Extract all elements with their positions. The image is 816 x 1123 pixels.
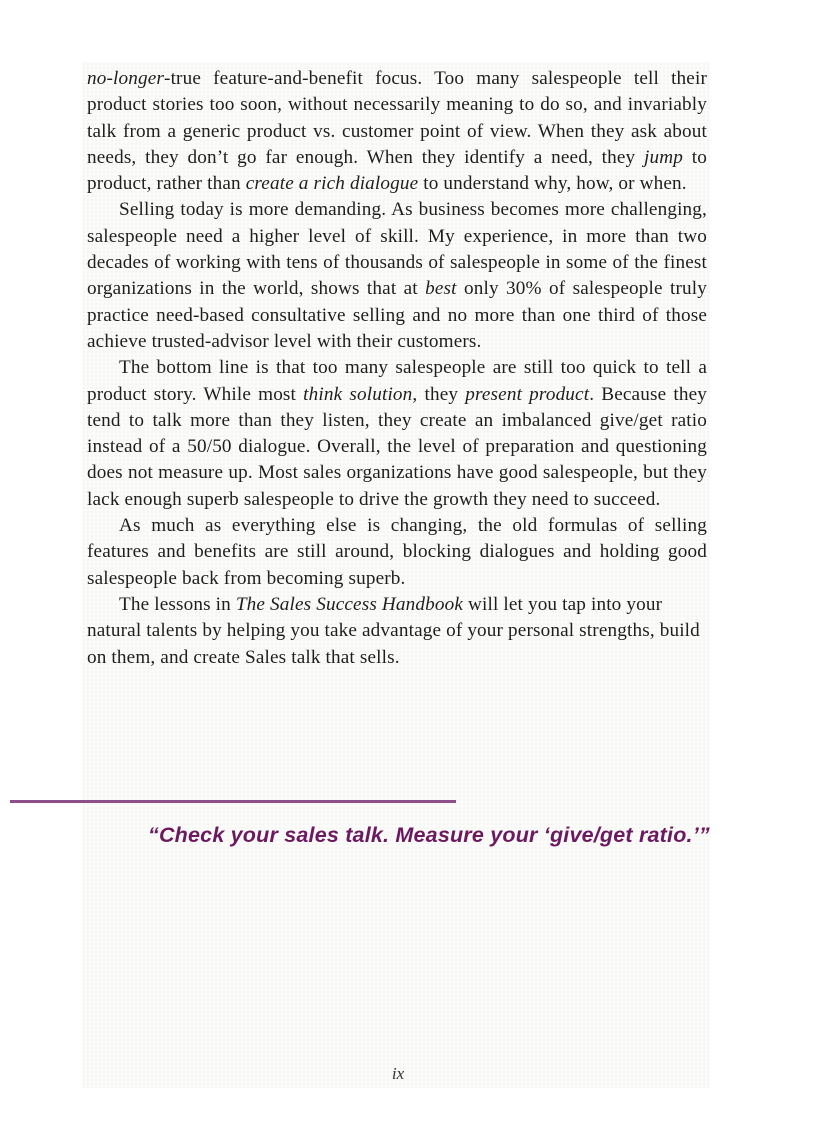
paragraph-3-run-1: The bottom line is that too many salespeople are still too quick to tell a product story. While most xyxy=(87,357,707,405)
paragraph-5-run-3: will let you tap into your natural talents by helping you take advantage of your personal strengths, build on them, and create Sales talk that sells. xyxy=(87,593,700,668)
paragraph-3 xyxy=(87,355,707,513)
paragraph-3-run-4: present product xyxy=(465,383,590,405)
paragraph-3-run-2: think solution xyxy=(303,383,413,405)
paragraph-1-run-6: to understand why, how, or when. xyxy=(418,173,687,195)
body-text xyxy=(87,66,707,671)
paragraph-4 xyxy=(87,513,707,592)
paragraph-1-run-1: no-longer xyxy=(87,68,165,89)
page-number: ix xyxy=(391,1064,405,1083)
paragraph-4-run-1: As much as everything else is changing, the old formulas of selling features and benefits are still around, blocking dialogues and holding good salespeople back from becoming superb. xyxy=(87,515,707,589)
paragraph-1 xyxy=(87,66,707,197)
paragraph-5-run-1: The lessons in xyxy=(119,593,236,615)
paragraph-1-run-3: jump xyxy=(644,146,684,168)
paragraph-3-run-5: . Because they tend to talk more than they listen, they create an imbalanced give/get ratio instead of a 50/50 dialogue. Overall, the level of preparation and questioning does not measure up. Most sales organizations have good salespeople, but they lack enough superb salespeople to drive the growth they need to succeed. xyxy=(87,383,707,510)
paragraph-1-run-2: -true feature-and-benefit focus. Too many salespeople tell their product stories too soon, without necessarily meaning to do so, and invariably talk from a generic product vs. customer point of view. When they ask about needs, they don’t go far enough. When they identify a need, they xyxy=(87,68,707,168)
paragraph-1-run-5: create a rich dialogue xyxy=(245,173,419,195)
paragraph-2-run-2: best xyxy=(425,278,457,300)
paragraph-2-run-3: only 30% of salespeople truly practice need-based consultative selling and no more than one third of those achieve trusted-advisor level with their customers. xyxy=(87,278,707,352)
section-divider-rule xyxy=(10,800,456,803)
pull-quote: “Check your sales talk. Measure your ‘give/get ratio.’” xyxy=(148,823,710,847)
paragraph-3-run-3: , they xyxy=(412,383,466,405)
paragraph-2 xyxy=(87,197,707,355)
paragraph-1-run-4: to product, rather than xyxy=(87,146,707,195)
paragraph-2-run-1: Selling today is more demanding. As business becomes more challenging, salespeople need a higher level of skill. My experience, in more than two decades of working with tens of thousands of salespeople in some of the finest organizations in the world, shows that at xyxy=(87,199,707,300)
paragraph-5 xyxy=(87,592,707,671)
paragraph-5-run-2: The Sales Success Handbook xyxy=(235,593,464,615)
